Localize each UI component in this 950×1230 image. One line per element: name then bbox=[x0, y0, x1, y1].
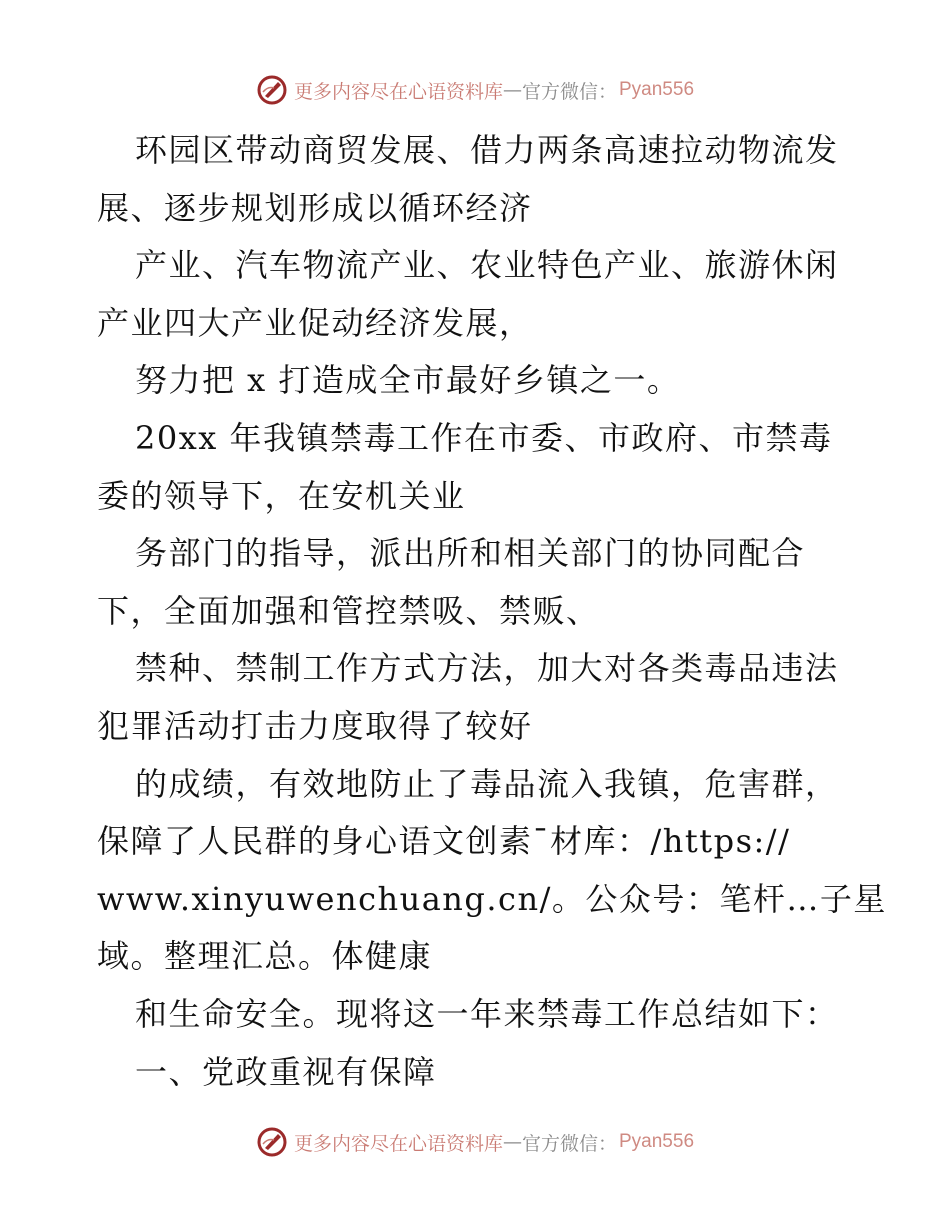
text-line: 的成绩，有效地防止了毒品流入我镇，危害群， bbox=[135, 764, 839, 803]
watermark-gray-text: 官方微信： bbox=[521, 1132, 617, 1155]
section-heading: 一、党政重视有保障 bbox=[135, 1052, 437, 1091]
text-line: 展、逐步规划形成以循环经济 bbox=[97, 188, 533, 227]
watermark-red-text: 更多内容尽在心语资料库 bbox=[293, 80, 503, 103]
watermark-gray-text: 官方微信： bbox=[521, 80, 617, 103]
text-line: 禁种、禁制工作方式方法，加大对各类毒品违法 bbox=[135, 649, 839, 688]
text-line: 环园区带动商贸发展、借力两条高速拉动物流发 bbox=[135, 131, 839, 169]
text-line: 和生命安全。现将这一年来禁毒工作总结如下： bbox=[135, 994, 839, 1033]
watermark-account: Pyan556 bbox=[619, 79, 695, 100]
text-line: 犯罪活动打击力度取得了较好 bbox=[97, 706, 533, 745]
pen-logo-icon bbox=[256, 74, 288, 106]
text-line: 务部门的指导，派出所和相关部门的协同配合 bbox=[135, 534, 806, 573]
text-line: 产业四大产业促动经济发展， bbox=[97, 303, 533, 342]
watermark-dash: — bbox=[502, 79, 522, 101]
text-line: 委的领导下，在安机关业 bbox=[97, 476, 466, 515]
watermark-red-text: 更多内容尽在心语资料库 bbox=[293, 1132, 503, 1155]
text-line: 20xx 年我镇禁毒工作在市委、市政府、市禁毒 bbox=[135, 418, 833, 457]
text-line: 保障了人民群的身心语文创素¯材库：/https:// bbox=[97, 822, 791, 861]
watermark-dash: — bbox=[502, 1131, 522, 1153]
text-line: www.xinyuwenchuang.cn/。公众号：笔杆…子星 bbox=[97, 879, 887, 918]
text-line: 努力把 x 打造成全市最好乡镇之一。 bbox=[135, 361, 681, 400]
pen-logo-icon bbox=[256, 1126, 288, 1158]
text-line: 下，全面加强和管控禁吸、禁贩、 bbox=[97, 591, 600, 630]
document-body bbox=[97, 122, 887, 1101]
footer-watermark bbox=[0, 1122, 950, 1162]
text-line: 域。整理汇总。体健康 bbox=[97, 937, 433, 976]
text-line: 产业、汽车物流产业、农业特色产业、旅游休闲 bbox=[135, 246, 839, 285]
header-watermark bbox=[0, 70, 950, 110]
watermark-account: Pyan556 bbox=[619, 1131, 695, 1152]
